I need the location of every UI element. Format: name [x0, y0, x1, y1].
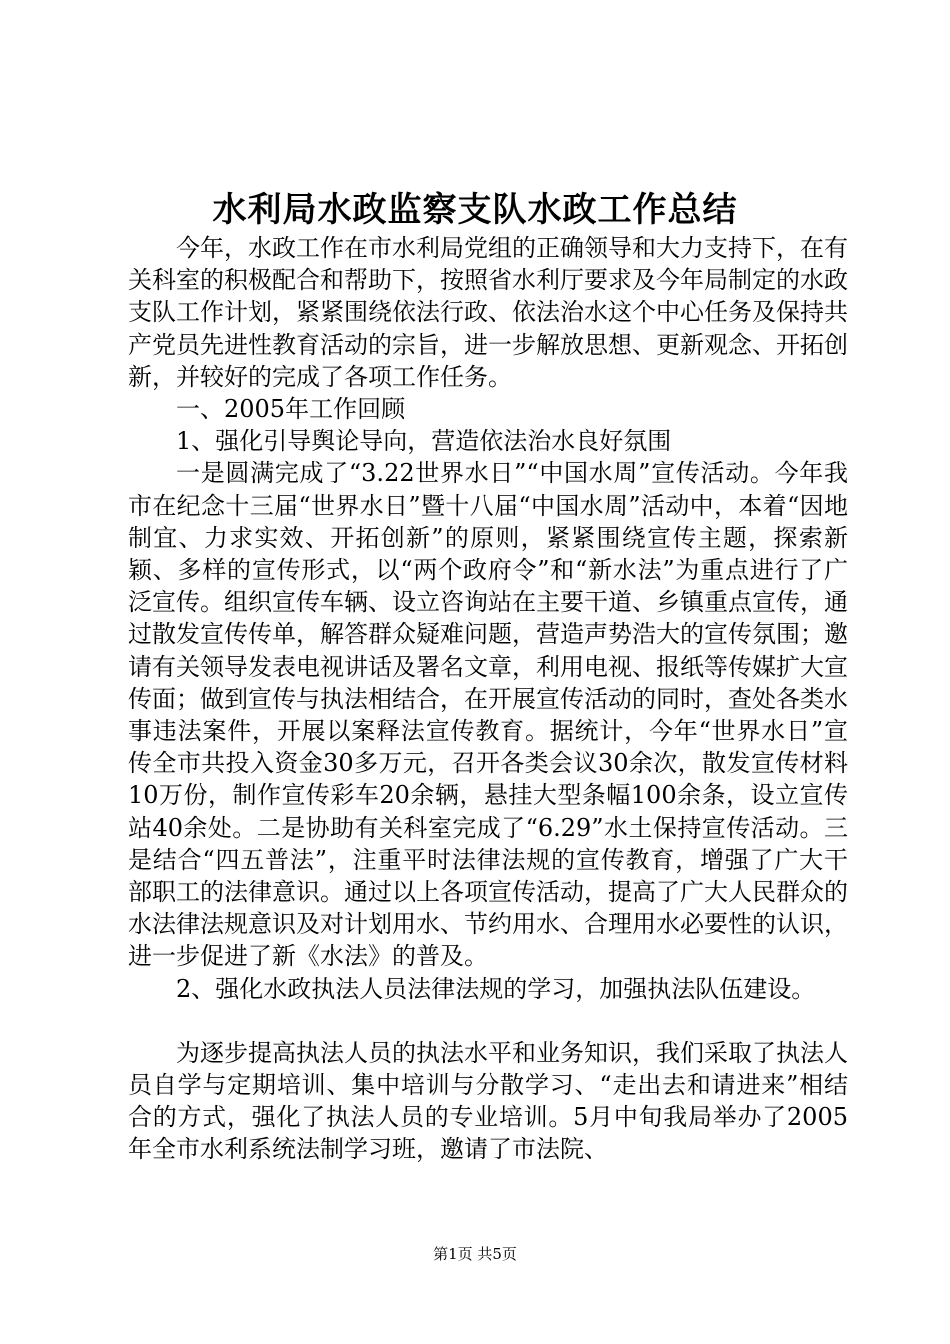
section-heading: 一、2005年工作回顾	[176, 395, 406, 424]
subsection-heading-2: 2、强化水政执法人员法律法规的学习，加强执法队伍建设。	[176, 974, 816, 1003]
subsection-heading-1: 1、强化引导舆论导向，营造依法治水良好氛围	[176, 427, 672, 456]
document-title: 水利局水政监察支队水政工作总结	[212, 190, 738, 230]
document-body	[128, 232, 848, 1166]
paragraph-training: 为逐步提高执法人员的执法水平和业务知识，我们采取了执法人员自学与定期培训、集中培训与分散学习、“走出去和请进来”相结合的方式，强化了执法人员的专业培训。5月中旬我局举办了2005年全市水利系统法制学习班，邀请了市法院、	[128, 1038, 848, 1164]
paragraph-publicity: 一是圆满完成了“3.22世界水日”“中国水周”宣传活动。今年我市在纪念十三届“世界水日”暨十八届“中国水周”活动中，本着“因地制宜、力求实效、开拓创新”的原则，紧紧围绕宣传主题，探索新颖、多样的宣传形式，以“两个政府令”和“新水法”为重点进行了广泛宣传。组织宣传车辆、设立咨询站在主要干道、乡镇重点宣传，通过散发宣传传单，解答群众疑难问题，营造声势浩大的宣传氛围；邀请有关领导发表电视讲话及署名文章，利用电视、报纸等传媒扩大宣传面；做到宣传与执法相结合，在开展宣传活动的同时，查处各类水事违法案件，开展以案释法宣传教育。据统计，今年“世界水日”宣传全市共投入资金30多万元，召开各类会议30余次，散发宣传材料10万份，制作宣传彩车20余辆，悬挂大型条幅100余条，设立宣传站40余处。二是协助有关科室完成了“6.29”水土保持宣传活动。三是结合“四五普法”，注重平时法律法规的宣传教育，增强了广大干部职工的法律意识。通过以上各项宣传活动，提高了广大人民群众的水法律法规意识及对计划用水、节约用水、合理用水必要性的认识，进一步促进了新《水法》的普及。	[128, 459, 848, 971]
paragraph-intro: 今年，水政工作在市水利局党组的正确领导和大力支持下，在有关科室的积极配合和帮助下，按照省水利厅要求及今年局制定的水政支队工作计划，紧紧围绕依法行政、依法治水这个中心任务及保持共产党员先进性教育活动的宗旨，进一步解放思想、更新观念、开拓创新，并较好的完成了各项工作任务。	[128, 234, 848, 391]
page-number-footer: 第1页 共5页	[433, 1245, 517, 1263]
